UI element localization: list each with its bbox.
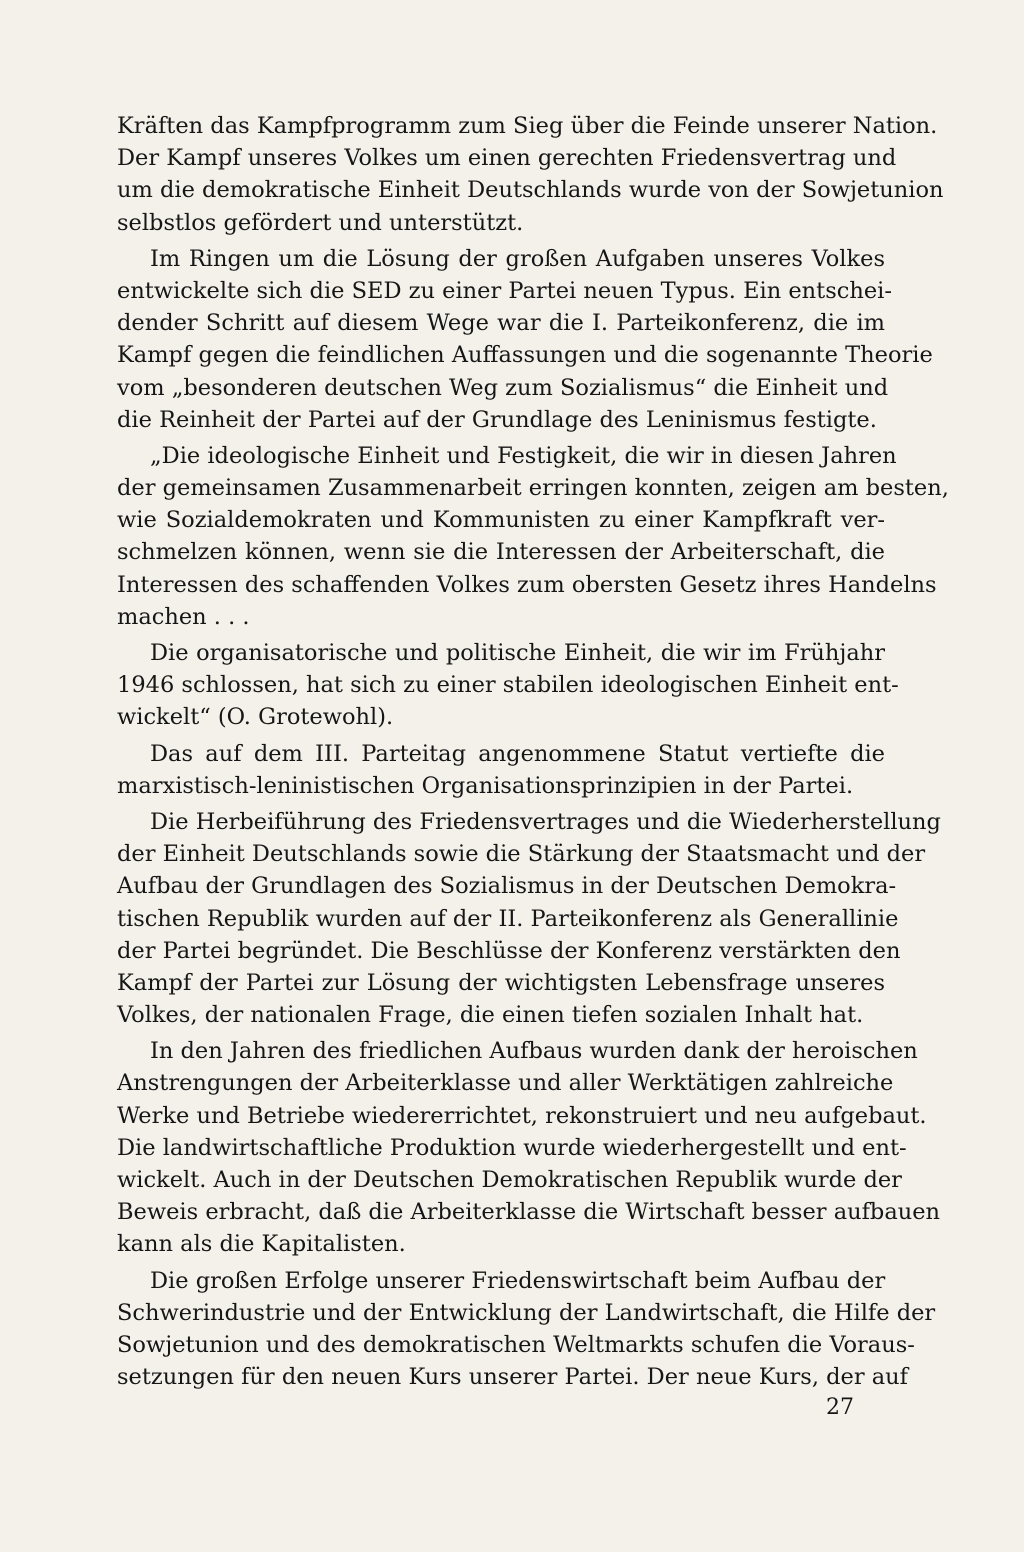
text-line: entwickelte sich die SED zu einer Partei neuen Typus. Ein entschei- <box>117 277 892 304</box>
text-line: der gemeinsamen Zusammenarbeit erringen konnten, zeigen am besten, <box>117 475 949 502</box>
paragraph <box>117 806 941 1031</box>
text-line: die Reinheit der Partei auf der Grundlage des Leninismus festigte. <box>117 406 877 433</box>
body-text <box>117 110 949 1393</box>
text-line: Aufbau der Grundlagen des Sozialismus in der Deutschen Demokra- <box>117 873 897 900</box>
text-line: selbstlos gefördert und unterstützt. <box>117 209 524 236</box>
text-line: Die landwirtschaftliche Produktion wurde wiederhergestellt und ent- <box>117 1134 907 1161</box>
text-line: vom „besonderen deutschen Weg zum Sozialismus“ die Einheit und <box>117 374 889 401</box>
text-line: Kampf gegen die feindlichen Auffassungen und die sogenannte Theorie <box>117 342 933 369</box>
text-line: Das auf dem III. Parteitag angenommene Statut vertiefte die <box>150 740 885 767</box>
text-line: wickelt“ (O. Grotewohl). <box>117 704 394 731</box>
page-number: 27 <box>826 1395 854 1420</box>
text-line: Der Kampf unseres Volkes um einen gerechten Friedensvertrag und <box>117 145 897 172</box>
text-line: machen . . . <box>117 603 250 630</box>
text-line: Kampf der Partei zur Lösung der wichtigsten Lebensfrage unseres <box>117 969 885 996</box>
paragraph <box>117 110 944 239</box>
text-line: In den Jahren des friedlichen Aufbaus wurden dank der heroischen <box>150 1038 918 1065</box>
text-line: Interessen des schaffenden Volkes zum obersten Gesetz ihres Handelns <box>117 571 937 598</box>
text-line: schmelzen können, wenn sie die Interessen der Arbeiterschaft, die <box>117 539 885 566</box>
paragraph <box>117 1265 936 1394</box>
text-line: 1946 schlossen, hat sich zu einer stabilen ideologischen Einheit ent- <box>117 672 899 699</box>
text-line: Werke und Betriebe wiedererrichtet, rekonstruiert und neu aufgebaut. <box>117 1102 927 1129</box>
paragraph <box>117 1035 941 1260</box>
text-line: Die Herbeiführung des Friedensvertrages und die Wiederherstellung <box>150 808 941 835</box>
text-line: „Die ideologische Einheit und Festigkeit, die wir in diesen Jahren <box>150 442 897 469</box>
text-line: wickelt. Auch in der Deutschen Demokratischen Republik wurde der <box>117 1167 902 1193</box>
text-line: wie Sozialdemokraten und Kommunisten zu einer Kampfkraft ver- <box>117 507 885 534</box>
text-line: Schwerindustrie und der Entwicklung der Landwirtschaft, die Hilfe der <box>117 1299 936 1326</box>
text-line: Kräften das Kampfprogramm zum Sieg über die Feinde unserer Nation. <box>117 113 938 139</box>
paragraph <box>117 243 933 436</box>
text-line: dender Schritt auf diesem Wege war die I. Parteikonferenz, die im <box>117 310 885 337</box>
text-line: kann als die Kapitalisten. <box>117 1231 406 1258</box>
text-line: Die großen Erfolge unserer Friedenswirtschaft beim Aufbau der <box>150 1267 886 1294</box>
text-line: tischen Republik wurden auf der II. Parteikonferenz als Generallinie <box>117 905 899 932</box>
text-line: Anstrengungen der Arbeiterklasse und aller Werktätigen zahlreiche <box>117 1070 894 1097</box>
paragraph <box>117 637 899 734</box>
text-line: Volkes, der nationalen Frage, die einen tiefen sozialen Inhalt hat. <box>117 1002 864 1029</box>
text-line: um die demokratische Einheit Deutschlands wurde von der Sowjetunion <box>117 177 944 204</box>
text-line: marxistisch-leninistischen Organisationsprinzipien in der Partei. <box>117 772 854 799</box>
text-line: der Einheit Deutschlands sowie die Stärkung der Staatsmacht und der <box>117 841 926 868</box>
text-line: Sowjetunion und des demokratischen Weltmarkts schufen die Voraus- <box>117 1331 915 1358</box>
paragraph <box>117 738 885 802</box>
text-line: Beweis erbracht, daß die Arbeiterklasse die Wirtschaft besser aufbauen <box>117 1199 941 1226</box>
text-line: Im Ringen um die Lösung der großen Aufgaben unseres Volkes <box>150 245 885 272</box>
text-line: setzungen für den neuen Kurs unserer Partei. Der neue Kurs, der auf <box>117 1364 908 1391</box>
text-line: der Partei begründet. Die Beschlüsse der Konferenz verstärkten den <box>117 937 901 964</box>
paragraph <box>117 440 949 633</box>
text-line: Die organisatorische und politische Einheit, die wir im Frühjahr <box>150 640 885 666</box>
